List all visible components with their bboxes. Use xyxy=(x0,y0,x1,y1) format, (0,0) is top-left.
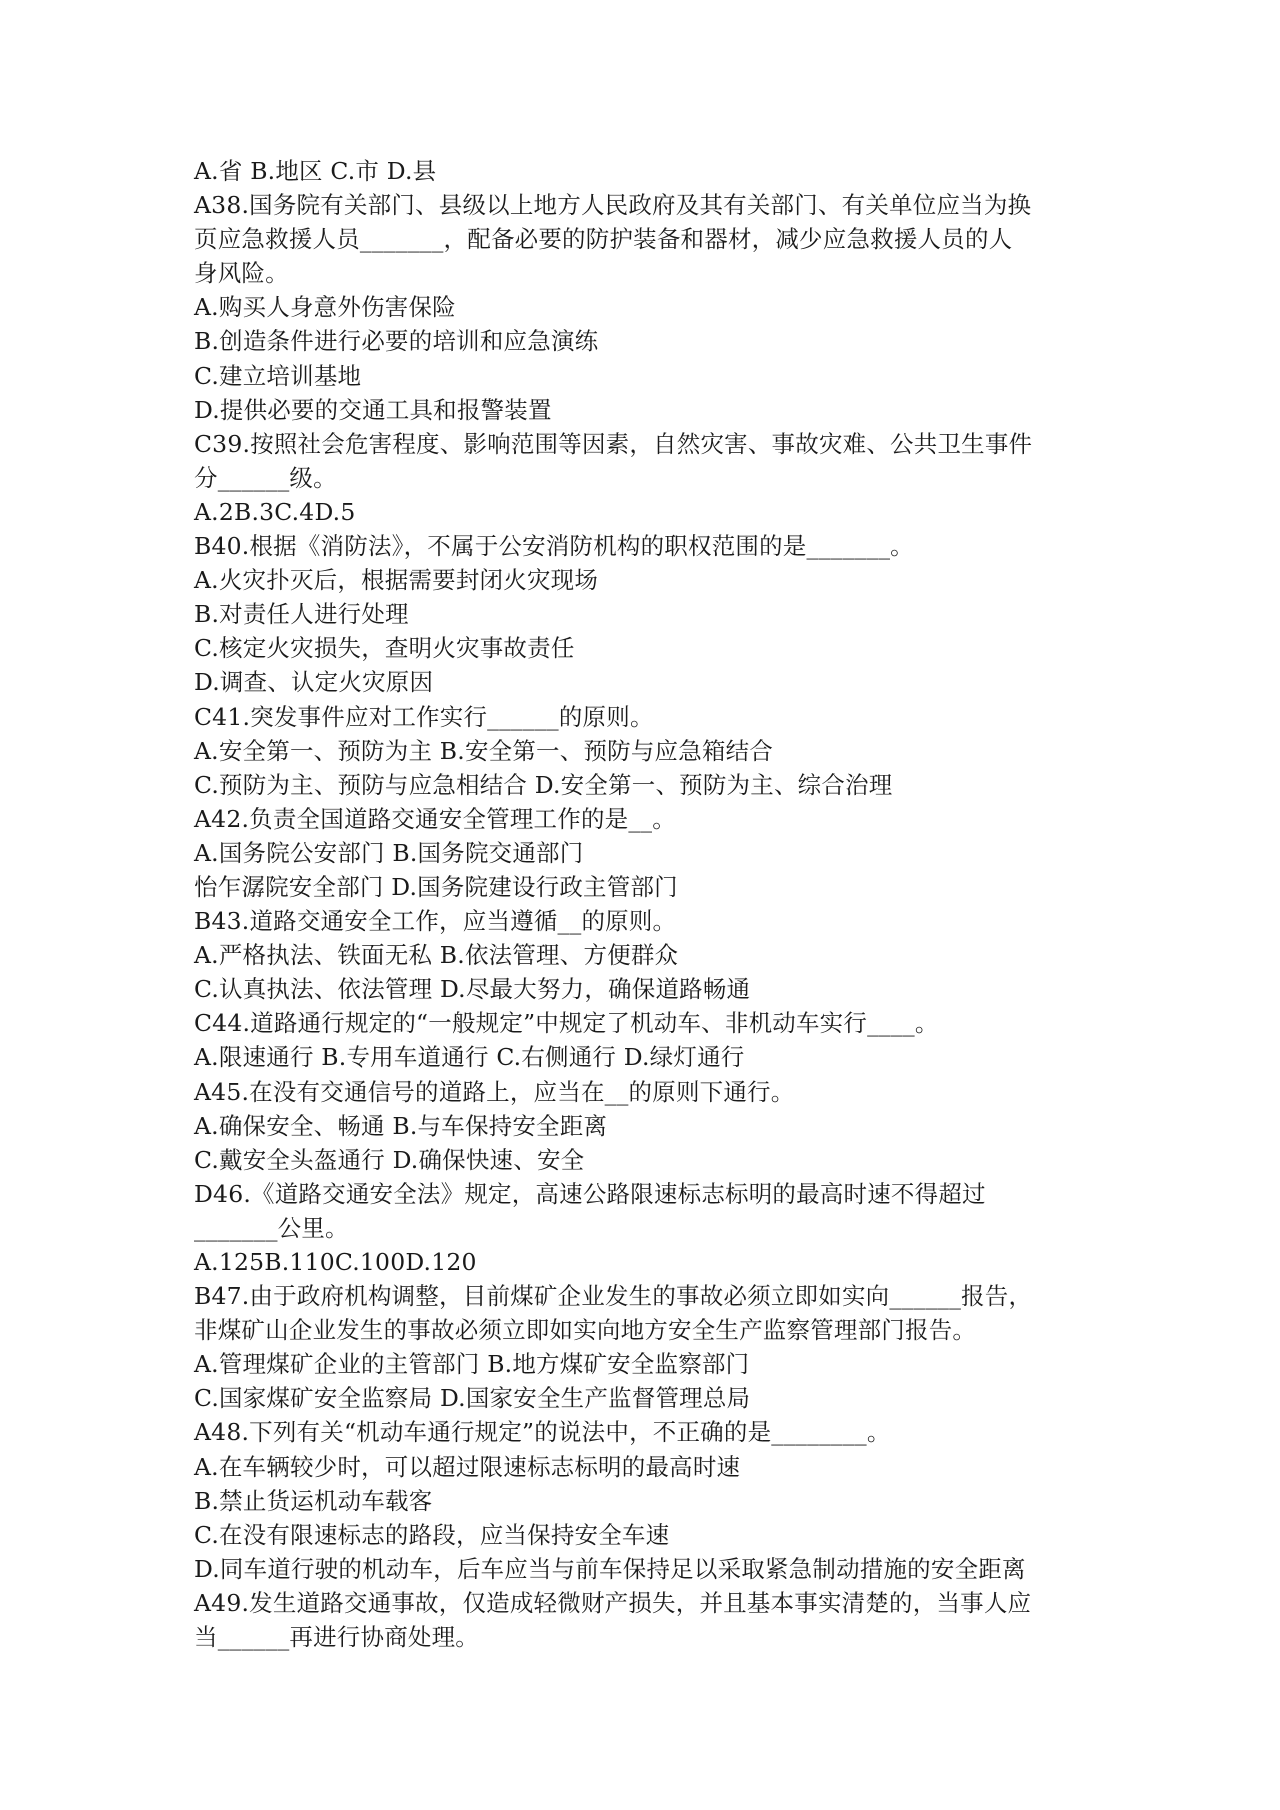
text-line: C.在没有限速标志的路段，应当保持安全车速 xyxy=(194,1520,670,1549)
text-line: C39.按照社会危害程度、影响范围等因素，自然灾害、事故灾难、公共卫生事件 xyxy=(194,429,1033,458)
text-line: A.购买人身意外伤害保险 xyxy=(194,293,456,322)
text-line: C41.突发事件应对工作实行______的原则。 xyxy=(194,702,654,731)
text-line: 怡乍潺院安全部门 D.国务院建设行政主管部门 xyxy=(194,872,678,901)
text-line: A.在车辆较少时，可以超过限速标志标明的最高时速 xyxy=(194,1452,741,1481)
text-line: B47.由于政府机构调整，目前煤矿企业发生的事故必须立即如实向______报告， xyxy=(194,1282,1033,1311)
text-line: D.调查、认定火灾原因 xyxy=(194,668,434,697)
text-line: B.禁止货运机动车载客 xyxy=(194,1486,433,1515)
text-line: 页应急救援人员_______，配备必要的防护装备和器材，减少应急救援人员的人 xyxy=(194,225,1013,254)
text-line: 非煤矿山企业发生的事故必须立即如实向地方安全生产监察管理部门报告。 xyxy=(194,1316,977,1345)
text-line: A.2B.3C.4D.5 xyxy=(194,497,356,526)
text-line: 当______再进行协商处理。 xyxy=(194,1623,479,1652)
text-line: A.确保安全、畅通 B.与车保持安全距离 xyxy=(194,1111,608,1140)
text-line: A.国务院公安部门 B.国务院交通部门 xyxy=(194,838,584,867)
text-line: C44.道路通行规定的“一般规定”中规定了机动车、非机动车实行____。 xyxy=(194,1009,939,1038)
document-text-body xyxy=(194,154,1094,1654)
text-line: A48.下列有关“机动车通行规定”的说法中，不正确的是________。 xyxy=(194,1418,891,1447)
text-line: C.建立培训基地 xyxy=(194,361,362,390)
text-line: C.预防为主、预防与应急相结合 D.安全第一、预防为主、综合治理 xyxy=(194,770,893,799)
text-line: D46.《道路交通安全法》规定，高速公路限速标志标明的最高时速不得超过 xyxy=(194,1179,986,1208)
text-line: D.同车道行驶的机动车，后车应当与前车保持足以采取紧急制动措施的安全距离 xyxy=(194,1554,1026,1583)
text-line: 身风险。 xyxy=(194,259,289,288)
text-line: B43.道路交通安全工作，应当遵循__的原则。 xyxy=(194,907,677,936)
text-line: C.认真执法、依法管理 D.尽最大努力，确保道路畅通 xyxy=(194,975,751,1004)
text-line: A.限速通行 B.专用车道通行 C.右侧通行 D.绿灯通行 xyxy=(194,1043,745,1072)
text-line: D.提供必要的交通工具和报警装置 xyxy=(194,395,552,424)
text-line: C.戴安全头盔通行 D.确保快速、安全 xyxy=(194,1145,585,1174)
text-line: B.对责任人进行处理 xyxy=(194,600,409,629)
text-line: A.安全第一、预防为主 B.安全第一、预防与应急箱结合 xyxy=(194,736,774,765)
text-line: A.管理煤矿企业的主管部门 B.地方煤矿安全监察部门 xyxy=(194,1350,750,1379)
text-line: A.125B.110C.100D.120 xyxy=(194,1248,477,1276)
text-line: B40.根据《消防法》，不属于公安消防机构的职权范围的是_______。 xyxy=(194,532,914,561)
text-line: A.省 B.地区 C.市 D.县 xyxy=(194,157,437,185)
text-line: A42.负责全国道路交通安全管理工作的是__。 xyxy=(194,804,676,833)
text-line: A.火灾扑灭后，根据需要封闭火灾现场 xyxy=(194,566,599,595)
text-line: A49.发生道路交通事故，仅造成轻微财产损失，并且基本事实清楚的，当事人应 xyxy=(194,1588,1032,1617)
text-line: _______公里。 xyxy=(194,1213,349,1242)
text-line: A38.国务院有关部门、县级以上地方人民政府及其有关部门、有关单位应当为换 xyxy=(194,191,1032,220)
text-line: C.国家煤矿安全监察局 D.国家安全生产监督管理总局 xyxy=(194,1384,751,1413)
text-line: C.核定火灾损失，查明火灾事故责任 xyxy=(194,634,575,663)
text-line: B.创造条件进行必要的培训和应急演练 xyxy=(194,327,599,356)
text-line: 分______级。 xyxy=(194,463,337,492)
text-line: A.严格执法、铁面无私 B.依法管理、方便群众 xyxy=(194,941,679,970)
text-line: A45.在没有交通信号的道路上，应当在__的原则下通行。 xyxy=(194,1077,795,1106)
